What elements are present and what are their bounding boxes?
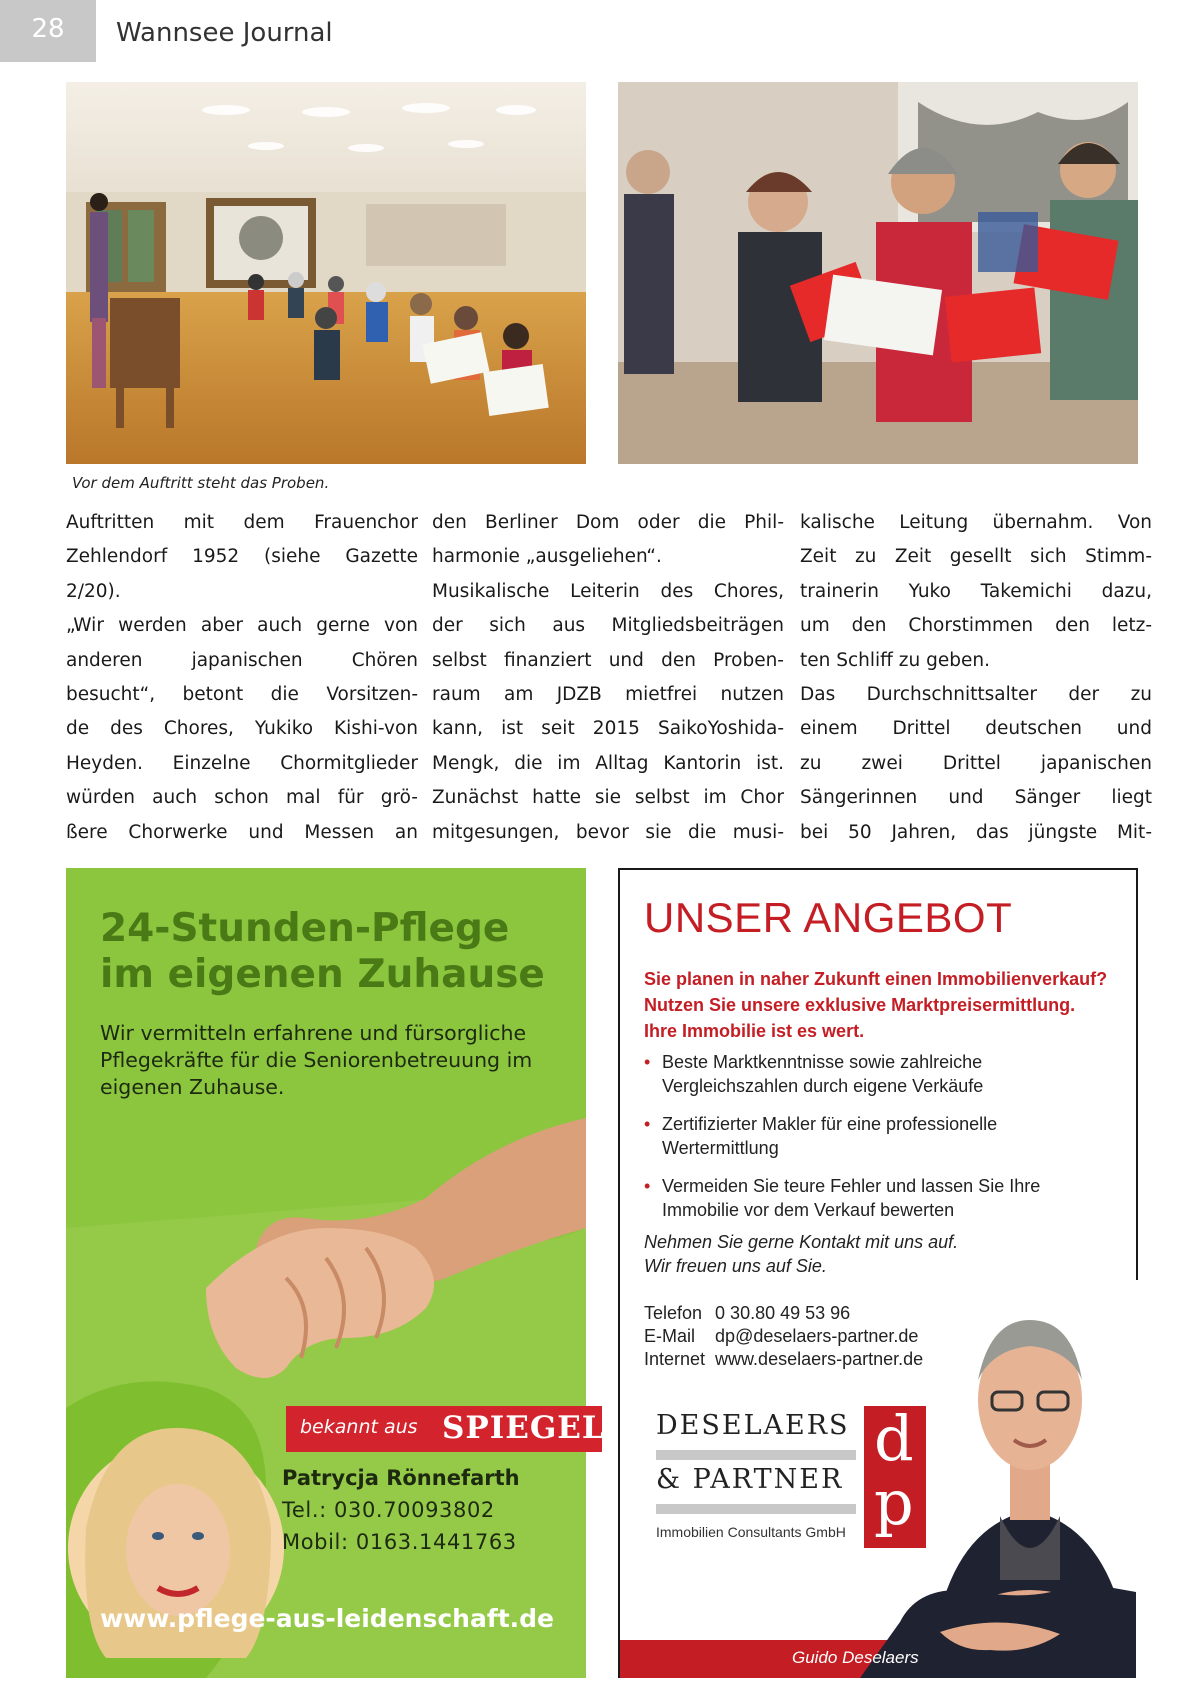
offer-bullet-text: Vermeiden Sie teure Fehler und lassen Sie Ihre Immobilie vor dem Verkauf bewerten [662,1176,1041,1220]
care-advertisement[interactable] [66,868,605,1678]
article-line: um den Chorstimmen den letz- [800,615,1152,637]
contact-label: Telefon [644,1303,703,1323]
article-line: 2/20). [66,580,121,602]
offer-lead-line: Nutzen Sie unsere exklusive Marktpreisermittlung. [644,995,1076,1015]
article-line: Zeit zu Zeit gesellt sich Stimm- [800,546,1152,568]
known-from-badge [286,1406,605,1452]
company-logo-subtitle: Immobilien Consultants GmbH [656,1524,846,1540]
article-line: besucht“, betont die Vorsitzen- [66,684,418,706]
contact-label: E-Mail [644,1326,696,1346]
contact-row [644,1348,923,1371]
care-headline-line-2: im eigenen Zuhause [100,952,545,997]
contact-row [644,1325,923,1348]
company-logo-partner: & PARTNER [656,1464,844,1495]
article-line: Das Durchschnittsalter der zu [800,684,1152,706]
article-line: Auftritten mit dem Frauenchor [66,512,418,533]
offer-lead-line: Sie planen in naher Zukunft einen Immobilienverkauf? [644,969,1108,989]
article-line: trainerin Yuko Takemichi dazu, [800,580,1152,602]
photo-caption: Vor dem Auftritt steht das Proben. [72,474,330,492]
care-contact-name: Patrycja Rönnefarth [282,1466,520,1490]
contact-phone[interactable]: 0 30.80 49 53 96 [715,1303,851,1323]
article-column-3 [800,506,1152,850]
article-line: der sich aus Mitgliedsbeiträgen [432,615,784,637]
article-line: den Berliner Dom oder die Phil- [432,512,784,533]
article-line: mitgesungen, bevor sie die musi- [432,821,784,843]
real-estate-advertisement[interactable] [618,868,1138,1678]
choir-rehearsal-photo [66,82,586,464]
article-line: Zehlendorf 1952 (siehe Gazette [66,546,418,568]
offer-bullet [644,1050,1114,1098]
bullet-icon: • [644,1114,651,1134]
contact-row [644,1302,923,1325]
care-website-link[interactable]: www.pflege-aus-leidenschaft.de [100,1604,555,1633]
offer-lead [644,966,1124,1044]
logo-divider [656,1450,856,1460]
logo-divider [656,1504,856,1514]
offer-lead-line: Ihre Immobilie ist es wert. [644,1021,865,1041]
offer-bullet-list [644,1050,1114,1236]
dp-logo-icon [864,1402,926,1548]
article-column-1 [66,506,418,850]
contact-table [644,1302,923,1371]
article-line: Sängerinnen und Sänger liegt [800,787,1152,809]
singers-closeup-photo [618,82,1138,464]
article-line: ten Schliff zu geben. [800,649,990,671]
article-line: kann, ist seit 2015 SaikoYoshida- [432,718,784,740]
article-line: ßere Chorwerke und Messen an [66,821,418,843]
offer-bullet-text: Beste Marktkenntnisse sowie zahlreiche Vergleichszahlen durch eigene Verkäufe [662,1052,984,1096]
contact-label: Internet [644,1349,706,1369]
article-column-2 [432,506,784,850]
article-line: bei 50 Jahren, das jüngste Mit- [800,821,1152,843]
article-line: Heyden. Einzelne Chormitglieder [66,752,418,774]
article-line: Musikalische Leiterin des Chores, [432,580,784,602]
offer-bullet [644,1174,1114,1222]
care-phone[interactable]: Tel.: 030.70093802 [282,1498,495,1522]
care-headline [100,906,545,998]
article-line: anderen japanischen Chören [66,649,418,671]
dp-logo-p: p [874,1466,914,1539]
agent-name: Guido Deselaers [792,1648,919,1667]
contact-email[interactable]: dp@deselaers-partner.de [715,1326,919,1346]
care-subline: Wir vermitteln erfahrene und fürsorgliche Pflegekräfte für die Seniorenbetreuung im eigenen Zuhause. [100,1021,533,1099]
article-line: Mengk, die im Alltag Kantorin ist. [432,752,784,774]
article-line: harmonie „ausgeliehen“. [432,546,662,568]
offer-title: UNSER ANGEBOT [644,894,1013,941]
article-line: einem Drittel deutschen und [800,718,1152,740]
page-number: 28 [31,14,65,44]
care-mobile[interactable]: Mobil: 0163.1441763 [282,1530,517,1554]
contact-website[interactable]: www.deselaers-partner.de [715,1349,924,1369]
article-line: zu zwei Drittel japanischen [800,752,1152,774]
article-line: „Wir werden aber auch gerne von [66,615,418,637]
article-line: de des Chores, Yukiko Kishi-von [66,718,418,740]
contact-note [644,1230,958,1278]
known-from-label: bekannt aus [300,1416,418,1438]
dp-logo-d: d [874,1402,914,1475]
offer-bullet-text: Zertifizierter Makler für eine professionelle Wertermittlung [662,1114,998,1158]
bullet-icon: • [644,1052,651,1072]
spiegel-logo: SPIEGEL [442,1410,605,1446]
contact-note-line: Wir freuen uns auf Sie. [644,1256,827,1276]
bullet-icon: • [644,1176,651,1196]
article-line: Zunächst hatte sie selbst im Chor [432,787,784,809]
article-line: kalische Leitung übernahm. Von [800,512,1152,533]
offer-bullet [644,1112,1114,1160]
article-line: raum am JDZB mietfrei nutzen [432,684,784,706]
contact-note-line: Nehmen Sie gerne Kontakt mit uns auf. [644,1232,959,1252]
article-line: selbst finanziert und den Proben- [432,649,784,671]
care-headline-line-1: 24-Stunden-Pflege [100,906,510,951]
article-line: würden auch schon mal für grö- [66,787,418,809]
company-logo-name: DESELAERS [656,1410,850,1441]
journal-title: Wannsee Journal [116,18,333,48]
